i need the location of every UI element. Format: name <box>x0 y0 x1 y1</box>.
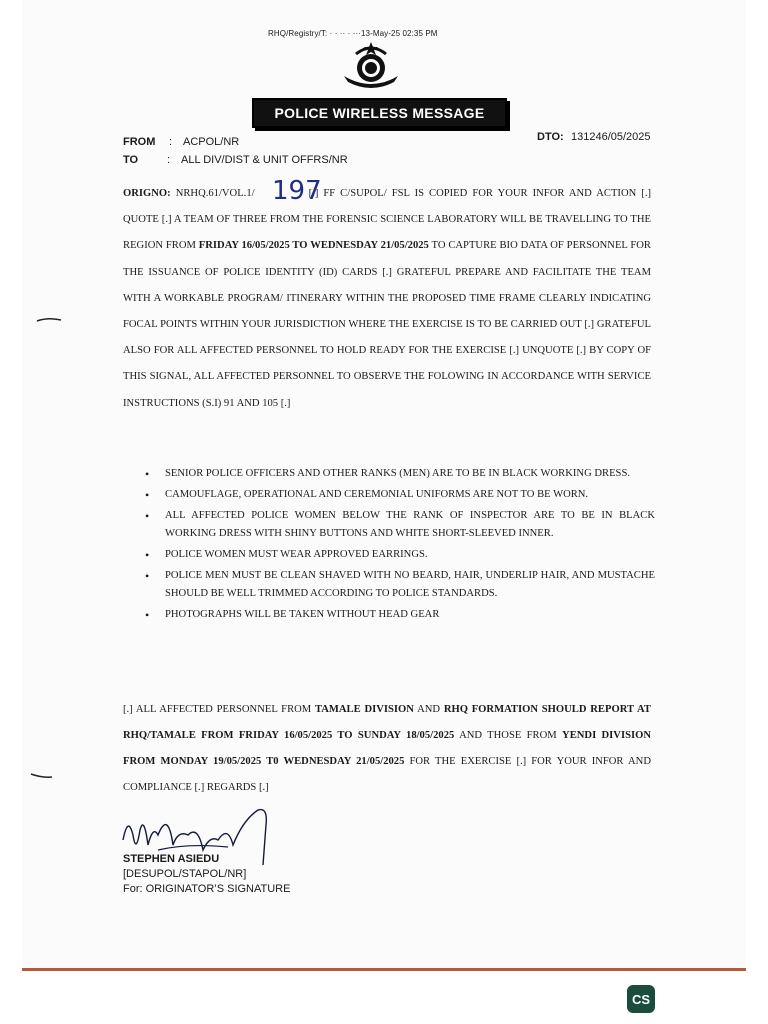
registry-stamp: RHQ/Registry/T: · · ·· · ···13-May-25 02:35 PM <box>268 29 438 38</box>
message-body <box>123 181 651 417</box>
closing-bold-1: TAMALE DIVISION <box>314 704 414 715</box>
list-item: • SENIOR POLICE OFFICERS AND OTHER RANKS (MEN) ARE TO BE IN BLACK WORKING DRESS. <box>145 465 655 483</box>
body-p2: TO CAPTURE BIO DATA OF PERSONNEL FOR THE ISSUANCE OF POLICE IDENTITY (ID) CARDS [.] GRATEFUL PREPARE AND FACILITATE THE TEAM WITH A WORKABLE PROGRAM/ ITINERARY WITHIN THE PROPOSED TIME FRAME CLEARLY INDICATING FOCAL POINTS WITHIN YOUR JURISDICTION WHERE THE EXERCISE IS TO BE CARRIED OUT [.] GRATEFUL ALSO FOR ALL AFFECTED PERSONNEL TO HOLD READY FOR THE EXERCISE [.] UNQUOTE [.] BY COPY OF THIS SIGNAL, ALL AFFECTED PERSONNEL TO OBSERVE THE FOLOWING IN ACCORDANCE WITH SERVICE INSTRUCTIONS (S.I) 91 AND 105 [.] <box>123 240 651 409</box>
camscanner-badge: CS <box>627 985 655 1013</box>
body-p1: [.] FF C/SUPOL/ FSL IS COPIED FOR YOUR INFOR AND ACTION [.] QUOTE [.] A TEAM OF THREE FROM THE FORENSIC SCIENCE LABORATORY WILL BE TRAVELLING TO THE REGION FROM <box>123 188 651 252</box>
list-item: • CAMOUFLAGE, OPERATIONAL AND CEREMONIAL UNIFORMS ARE NOT TO BE WORN. <box>145 486 655 504</box>
from-value: ACPOL/NR <box>183 136 240 148</box>
list-item: • ALL AFFECTED POLICE WOMEN BELOW THE RANK OF INSPECTOR ARE TO BE IN BLACK WORKING DRESS WITH SHINY BUTTONS AND WHITE SHORT-SLEEVED INNER. <box>145 507 655 543</box>
closing-text-2: AND <box>417 704 441 715</box>
to-label: TO <box>123 154 139 166</box>
margin-mark <box>36 316 62 324</box>
body-p1-dates: FRIDAY 16/05/2025 TO WEDNESDAY 21/05/2025 <box>198 240 429 252</box>
list-item: • PHOTOGRAPHS WILL BE TAKEN WITHOUT HEAD GEAR <box>145 606 655 624</box>
signatory-name: STEPHEN ASIEDU <box>123 853 220 865</box>
to-value: ALL DIV/DIST & UNIT OFFRS/NR <box>181 154 348 166</box>
dto-label: DTO: <box>537 131 564 143</box>
closing-bold-3: YENDI DIVISION FROM MONDAY 19/05/2025 T0 WEDNESDAY 21/05/2025 <box>123 730 651 767</box>
closing-text-1: [.] ALL AFFECTED PERSONNEL FROM <box>123 704 312 715</box>
signature-block <box>123 852 290 897</box>
origno-label: ORIGNO: <box>123 188 171 199</box>
banner-title: POLICE WIRELESS MESSAGE <box>252 98 507 128</box>
signatory-rank: [DESUPOL/STAPOL/NR] <box>123 868 247 880</box>
list-item: • POLICE WOMEN MUST WEAR APPROVED EARRINGS. <box>145 546 655 564</box>
handwritten-origno: 197 <box>272 176 322 206</box>
police-crest-icon <box>336 40 406 90</box>
closing-bold-2: RHQ FORMATION SHOULD REPORT AT RHQ/TAMALE FROM FRIDAY 16/05/2025 TO SUNDAY 18/05/2025 <box>123 704 651 741</box>
list-item: • POLICE MEN MUST BE CLEAN SHAVED WITH NO BEARD, HAIR, UNDERLIP HAIR, AND MUSTACHE SHOULD BE WELL TRIMMED ACCORDING TO POLICE STANDARDS. <box>145 567 655 603</box>
signature-note: For: ORIGINATOR’S SIGNATURE <box>123 883 291 895</box>
margin-mark <box>30 772 56 780</box>
closing-paragraph <box>123 697 651 801</box>
title-banner <box>252 98 507 128</box>
closing-text-3: AND THOSE FROM <box>459 730 557 741</box>
closing-text-4: FOR THE EXERCISE [.] FOR YOUR INFOR AND COMPLIANCE [.] REGARDS [.] <box>123 756 651 793</box>
origno-value: NRHQ.61/VOL.1/ <box>175 188 255 199</box>
from-label: FROM <box>123 136 156 148</box>
instruction-list <box>145 465 655 627</box>
dto-value: 131246/05/2025 <box>571 131 651 143</box>
